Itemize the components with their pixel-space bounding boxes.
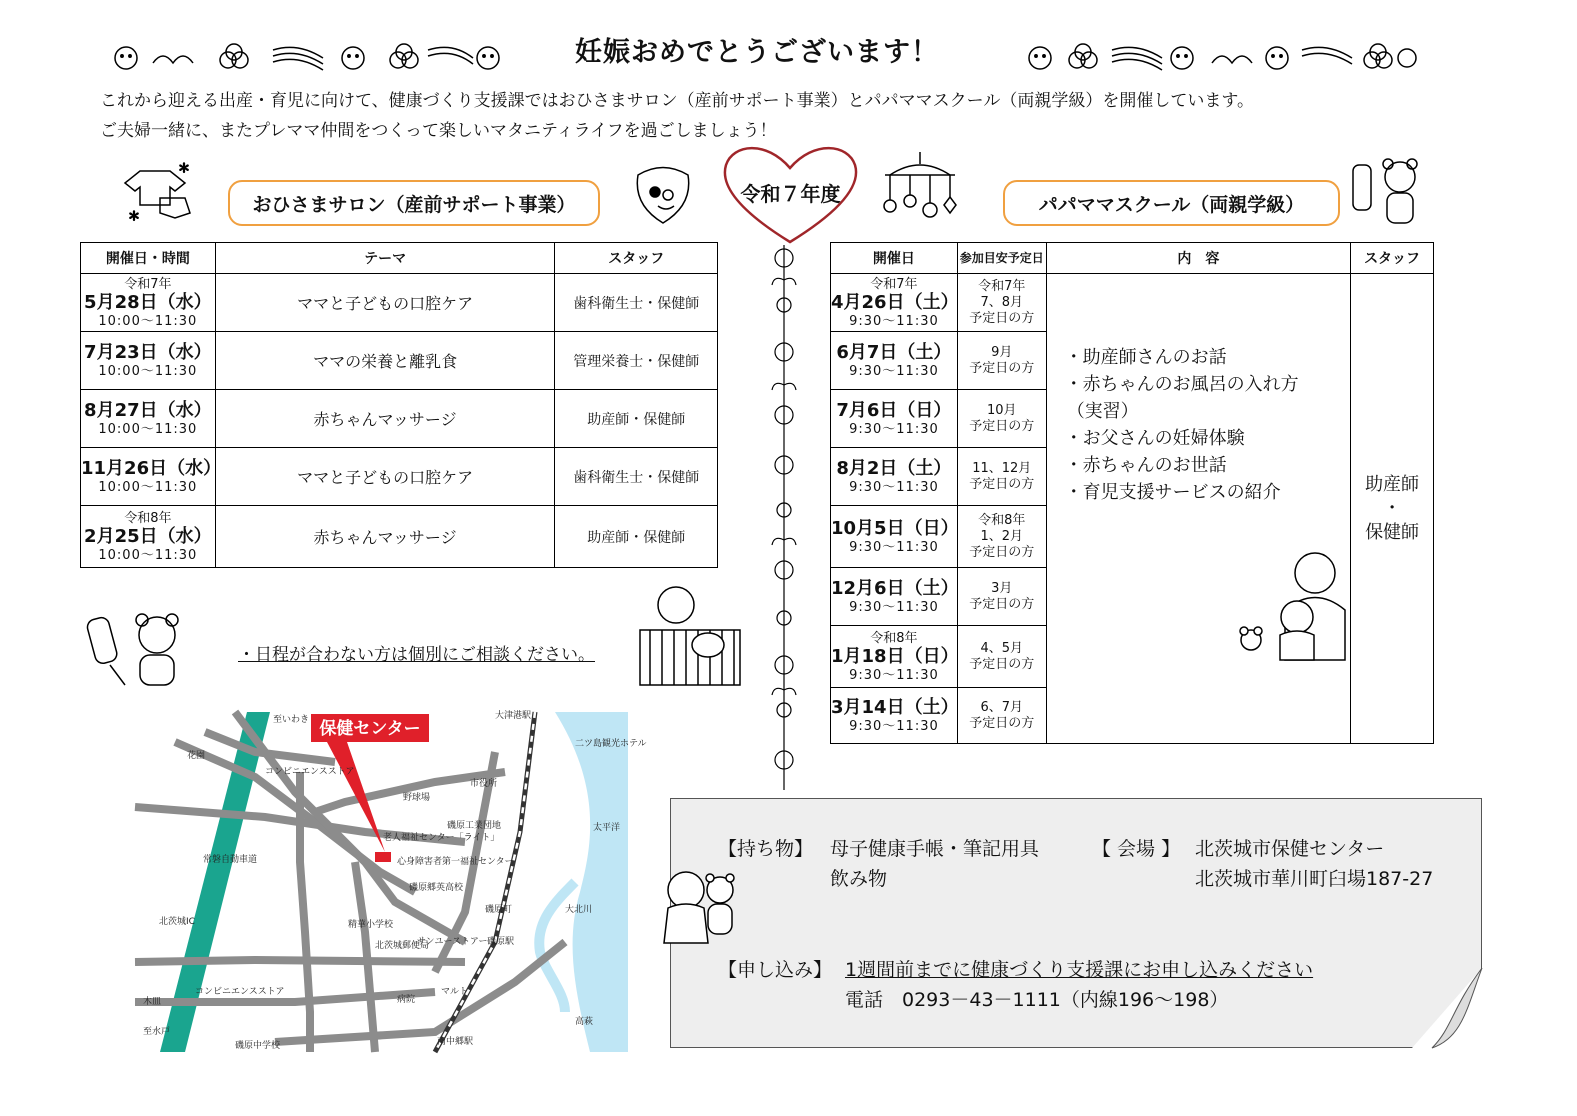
school-title: パパママスクール（両親学級） xyxy=(1003,180,1340,226)
school-table xyxy=(830,242,1434,744)
map-label: 磯原駅 xyxy=(487,937,515,947)
school-target: 9月 xyxy=(991,344,1013,360)
map-label: 磯原工業団地 xyxy=(447,821,502,831)
page-curl-icon xyxy=(1412,968,1482,1048)
items-line-2: 飲み物 xyxy=(830,868,888,890)
salon-staff: 助産師・保健師 xyxy=(555,506,718,568)
school-target: 6、7月 xyxy=(980,699,1024,715)
salon-era: 令和8年 xyxy=(124,510,172,526)
venue-line-1: 北茨城市保健センター xyxy=(1195,838,1385,860)
salon-time: 10:00～11:30 xyxy=(98,547,198,563)
school-target-suffix: 予定日の方 xyxy=(969,476,1035,492)
school-target-suffix: 予定日の方 xyxy=(969,418,1035,434)
bib-icon xyxy=(628,160,698,228)
school-time: 9:30～11:30 xyxy=(849,600,939,615)
table-row xyxy=(81,390,718,448)
baby-bear-icon xyxy=(658,868,743,953)
map-label: 花園 xyxy=(187,751,206,761)
items-label: 【持ち物】 xyxy=(718,838,814,860)
map-label: 南中郷駅 xyxy=(437,1037,474,1047)
decor-row-right xyxy=(1022,38,1417,78)
map-label: 精華小学校 xyxy=(348,920,394,930)
divider-vine-icon xyxy=(766,240,802,795)
school-contents xyxy=(1046,274,1350,744)
map-label: 磯原町 xyxy=(485,905,513,915)
salon-header-theme: テーマ xyxy=(215,243,555,274)
school-date: 4月26日（土） xyxy=(831,291,959,313)
map-label: 大北川 xyxy=(565,905,593,915)
school-target: 3月 xyxy=(991,580,1013,596)
school-target-suffix: 予定日の方 xyxy=(969,544,1035,560)
school-target: 7、8月 xyxy=(980,294,1024,310)
map-label: 磯原郷英高校 xyxy=(409,883,464,893)
map-label: 大津港駅 xyxy=(495,711,532,721)
baby-border-icon xyxy=(108,38,503,78)
salon-header-staff: スタッフ xyxy=(555,243,718,274)
intro-line-1: これから迎える出産・育児に向けて、健康づくり支援課ではおひさまサロン（産前サポート事業）とパパママスクール（両親学級）を開催しています。 xyxy=(100,91,1254,111)
table-row xyxy=(81,506,718,568)
table-row xyxy=(81,448,718,506)
map-label: コンビニエンスストア xyxy=(195,987,285,997)
salon-time: 10:00～11:30 xyxy=(98,313,198,329)
table-row xyxy=(81,332,718,390)
svg-text:＊: ＊ xyxy=(178,161,191,175)
salon-time: 10:00～11:30 xyxy=(98,422,198,437)
school-time: 9:30～11:30 xyxy=(849,364,939,379)
salon-theme: 赤ちゃんマッサージ xyxy=(215,506,555,568)
salon-table xyxy=(80,242,718,568)
school-target: 11、12月 xyxy=(972,460,1032,476)
school-date: 12月6日（土） xyxy=(831,578,959,599)
salon-theme: ママと子どもの口腔ケア xyxy=(215,448,555,506)
school-date: 8月2日（土） xyxy=(836,458,952,479)
map-label: 高萩 xyxy=(575,1017,594,1027)
map-label: 二ツ島観光ホテル xyxy=(575,739,647,749)
school-target-era: 令和7年 xyxy=(978,278,1026,294)
school-target-suffix: 予定日の方 xyxy=(969,596,1035,612)
content-item: ・助産師さんのお話 xyxy=(1064,347,1227,368)
map-label: 常磐自動車道 xyxy=(203,855,258,865)
salon-date: 2月25日（水） xyxy=(84,525,212,547)
decor-row-left xyxy=(108,38,503,78)
staff-line: 保健師 xyxy=(1365,521,1420,543)
salon-era: 令和7年 xyxy=(124,276,172,292)
apply-label: 【申し込み】 xyxy=(718,959,833,981)
salon-staff: 管理栄養士・保健師 xyxy=(555,332,718,390)
staff-line: 助産師 xyxy=(1365,473,1420,495)
page-title: 妊娠おめでとうございます！ xyxy=(575,37,939,68)
content-item: （実習） xyxy=(1066,401,1139,422)
staff-dot: ・ xyxy=(1383,497,1402,519)
content-item: ・赤ちゃんのお世話 xyxy=(1064,455,1227,476)
school-staff xyxy=(1351,274,1434,744)
teddy-bear-icon xyxy=(1345,155,1430,230)
map-label: コンビニエンスストア xyxy=(265,767,355,777)
baby-crib-icon xyxy=(636,580,746,692)
school-target: 4、5月 xyxy=(980,640,1024,656)
school-target: 10月 xyxy=(986,402,1017,418)
intro-line-2: ご夫婦一緒に、またプレママ仲間をつくって楽しいマタニティライフを過ごしましょう！ xyxy=(100,121,777,141)
school-header-target: 参加目安予定日 xyxy=(957,243,1046,274)
school-date: 10月5日（日） xyxy=(831,518,959,539)
salon-date: 8月27日（水） xyxy=(84,400,212,421)
school-target-suffix: 予定日の方 xyxy=(969,715,1035,731)
svg-text:＊: ＊ xyxy=(128,209,141,223)
school-target-era: 令和8年 xyxy=(978,512,1026,528)
school-target-suffix: 予定日の方 xyxy=(969,656,1035,672)
map-label: マルト xyxy=(441,987,469,997)
map-highlight-label: 保健センター xyxy=(319,719,421,739)
baby-clothes-icon xyxy=(120,158,200,223)
father-baby-illustration-icon xyxy=(1235,545,1350,665)
map-label: 至いわき xyxy=(273,715,310,725)
school-header-staff: スタッフ xyxy=(1351,243,1434,274)
map-label: 太平洋 xyxy=(593,823,621,833)
content-item: ・お父さんの妊婦体験 xyxy=(1064,428,1245,449)
school-time: 9:30～11:30 xyxy=(849,480,939,495)
map-label: 病院 xyxy=(397,995,416,1005)
school-header-content: 内 容 xyxy=(1046,243,1350,274)
health-center-location xyxy=(375,852,391,862)
school-target-suffix: 予定日の方 xyxy=(969,310,1035,326)
items-line-1: 母子健康手帳・筆記用具 xyxy=(830,838,1040,860)
school-date: 3月14日（土） xyxy=(831,697,959,718)
map-label: 心身障害者第一福祉センター xyxy=(397,857,514,867)
content-item: ・育児支援サービスの紹介 xyxy=(1064,482,1281,503)
map-label: 至水戸 xyxy=(143,1027,171,1037)
salon-staff: 歯科衛生士・保健師 xyxy=(555,448,718,506)
salon-date: 5月28日（水） xyxy=(84,291,212,313)
salon-title: おひさまサロン（産前サポート事業） xyxy=(228,180,600,226)
heart-label: 令和７年度 xyxy=(740,182,841,206)
school-date: 6月7日（土） xyxy=(836,342,952,363)
content-item: ・赤ちゃんのお風呂の入れ方 xyxy=(1064,374,1299,395)
map-label: サンユーストアー xyxy=(417,937,488,947)
salon-staff: 助産師・保健師 xyxy=(555,390,718,448)
salon-staff: 歯科衛生士・保健師 xyxy=(555,274,718,332)
phone-text: 電話 0293－43－1111（内線196～198） xyxy=(845,989,1229,1011)
map-label: 北茨城IC xyxy=(159,917,195,927)
map-label: 木皿 xyxy=(143,997,162,1007)
salon-header-date: 開催日・時間 xyxy=(81,243,216,274)
school-target-suffix: 予定日の方 xyxy=(969,360,1035,376)
school-target: 1、2月 xyxy=(980,528,1024,544)
school-era: 令和8年 xyxy=(870,630,918,646)
salon-date: 7月23日（水） xyxy=(84,342,212,363)
table-row xyxy=(831,274,1434,332)
school-time: 9:30～11:30 xyxy=(849,313,939,329)
school-time: 9:30～11:30 xyxy=(849,422,939,437)
school-date: 1月18日（日） xyxy=(831,645,959,667)
map-label: 野球場 xyxy=(403,793,431,803)
salon-time: 10:00～11:30 xyxy=(98,364,198,379)
school-date: 7月6日（日） xyxy=(836,400,952,421)
map xyxy=(135,711,647,1052)
salon-theme: 赤ちゃんマッサージ xyxy=(215,390,555,448)
map-label: 老人福祉センター「ライト」 xyxy=(383,833,500,843)
school-time: 9:30～11:30 xyxy=(849,719,939,734)
salon-theme: ママの栄養と離乳食 xyxy=(215,332,555,390)
map-label: 北茨城郵便局 xyxy=(375,941,430,951)
apply-text: 1週間前までに健康づくり支援課にお申し込みください xyxy=(845,959,1314,981)
salon-theme: ママと子どもの口腔ケア xyxy=(215,274,555,332)
school-era: 令和7年 xyxy=(870,276,918,292)
school-time: 9:30～11:30 xyxy=(849,667,939,683)
school-time: 9:30～11:30 xyxy=(849,540,939,555)
map-label: 磯原中学校 xyxy=(235,1041,281,1051)
salon-date: 11月26日（水） xyxy=(81,458,222,479)
bear-rattle-icon xyxy=(85,610,195,690)
venue-line-2: 北茨城市華川町臼場187-27 xyxy=(1195,868,1434,890)
table-row xyxy=(81,274,718,332)
map-label: 市役所 xyxy=(470,779,498,789)
venue-label: 【 会場 】 xyxy=(1092,838,1181,860)
mobile-toy-icon xyxy=(875,150,965,230)
salon-time: 10:00～11:30 xyxy=(98,480,198,495)
baby-border-icon xyxy=(1022,38,1417,78)
school-header-date: 開催日 xyxy=(831,243,958,274)
salon-note: ・日程が合わない方は個別にご相談ください。 xyxy=(238,645,595,665)
